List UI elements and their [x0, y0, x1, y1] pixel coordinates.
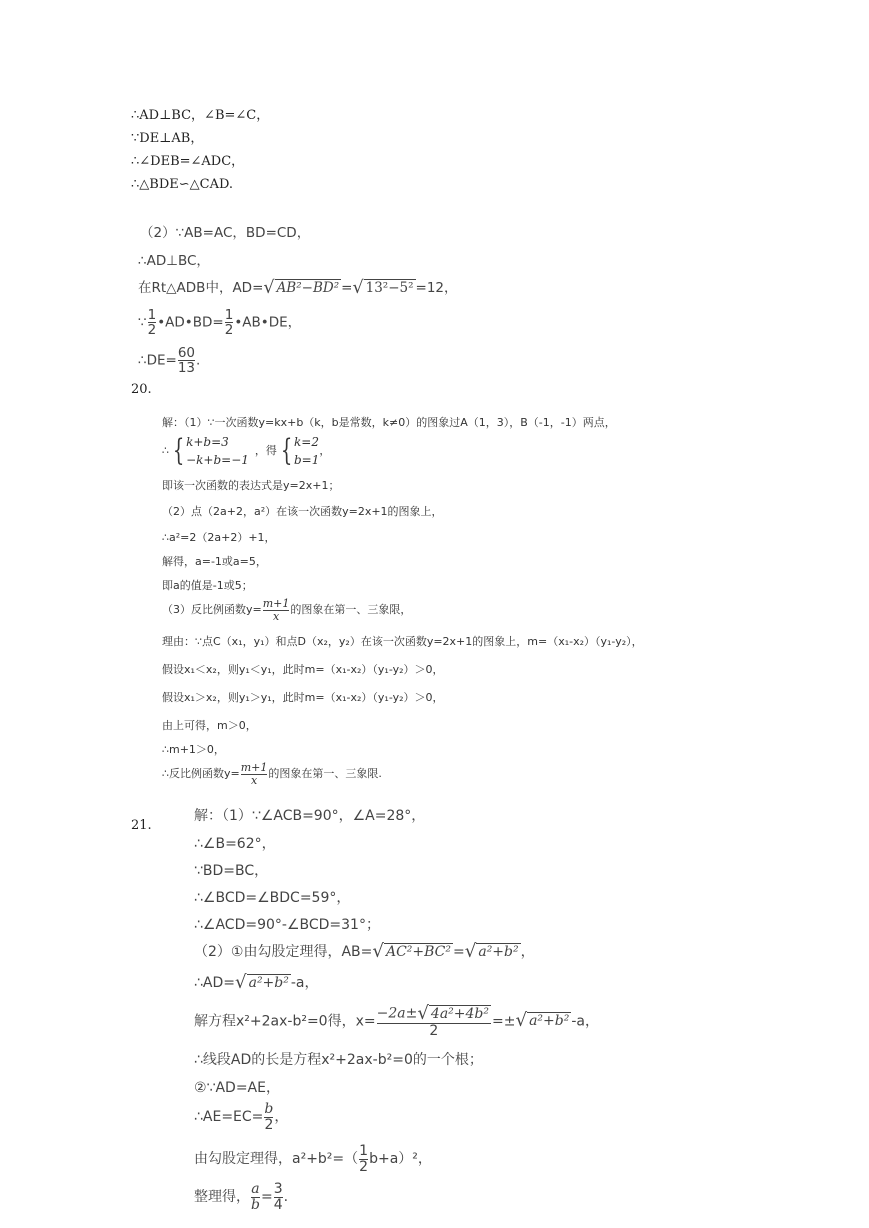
- q20-line-11: 假设x₁＞x₂，则y₁＞y₁，此时m=（x₁-x₂）（y₁-y₂）＞0，: [162, 691, 444, 704]
- denominator: 2: [147, 322, 157, 339]
- numerator: 3: [273, 1181, 283, 1197]
- q19-line-2: ∵DE⊥AB，: [131, 131, 204, 146]
- text-segment: ，: [274, 1109, 289, 1126]
- q19-part2-line-5: [138, 346, 200, 375]
- equation: k=2: [294, 435, 319, 449]
- radicand: a²+b²: [478, 944, 519, 960]
- text-segment: •AB•DE，: [234, 314, 302, 331]
- radicand: 13²−5²: [365, 280, 414, 296]
- radicand: a²+b²: [248, 975, 289, 991]
- q19-part2-line-4: [138, 308, 301, 337]
- q19-line-1: ∴AD⊥BC，∠B=∠C，: [131, 108, 270, 123]
- sqrt-expression: √ AC²+BC²: [372, 941, 452, 962]
- fraction: [264, 1102, 273, 1132]
- text-segment: （2）①由勾股定理得，AB=: [194, 944, 373, 960]
- text-segment: =12，: [415, 280, 458, 296]
- fraction: [225, 308, 234, 337]
- text-segment: ，: [319, 444, 331, 457]
- q20-system-line: [162, 432, 330, 472]
- numerator: m+1: [240, 761, 268, 774]
- fraction: [263, 598, 290, 622]
- denominator: 2: [264, 1116, 274, 1133]
- numerator: 1: [359, 1143, 369, 1159]
- denominator: x: [241, 774, 268, 787]
- text-segment: b+a）²，: [369, 1151, 432, 1168]
- q20-line-5: ∴a²=2（2a+2）+1，: [162, 531, 276, 544]
- equation-system: [294, 433, 319, 469]
- denominator: x: [263, 610, 290, 623]
- q20-line-7: 即a的值是-1或5；: [162, 579, 253, 592]
- text-segment: 解方程x²+2ax-b²=0得，x=: [194, 1013, 376, 1030]
- denominator: 2: [359, 1158, 369, 1175]
- q20-line-13: ∴m+1＞0，: [162, 743, 225, 756]
- fraction: [251, 1182, 260, 1212]
- text-segment: =: [453, 944, 465, 960]
- q19-part2-line-1: （2）∵AB=AC，BD=CD，: [140, 225, 311, 241]
- q21-line-4: ∴∠BCD=∠BDC=59°，: [194, 890, 351, 906]
- q21-line-12: [194, 1144, 432, 1174]
- q19-part2-line-2: ∴AD⊥BC，: [138, 253, 210, 269]
- text-segment: ∵: [138, 314, 147, 331]
- sqrt-expression: √ AB²−BD²: [263, 278, 340, 298]
- text-segment: ∴反比例函数y=: [162, 767, 240, 781]
- text-segment: 由勾股定理得，a²+b²=（: [194, 1151, 359, 1168]
- sqrt-expression: √ 13²−5²: [352, 278, 414, 298]
- question-number-20: 20.: [131, 382, 152, 397]
- fraction: [148, 308, 157, 337]
- text-segment: ∴AE=EC=: [194, 1109, 264, 1126]
- text-segment: 的图象在第一、三象限，: [290, 603, 412, 617]
- q21-line-9: ∴线段AD的长是方程x²+2ax-b²=0的一个根；: [194, 1052, 483, 1068]
- text-segment: 的图象在第一、三象限.: [268, 767, 382, 781]
- text-segment: 在Rt△ADB中，AD=: [138, 280, 264, 296]
- fraction: [241, 762, 268, 786]
- equation: k+b=3: [186, 435, 229, 449]
- q21-line-5: ∴∠ACD=90°-∠BCD=31°；: [194, 917, 380, 933]
- text-segment: ，: [520, 944, 535, 960]
- text-segment: .: [196, 352, 201, 369]
- radicand: AB²−BD²: [276, 280, 340, 296]
- numerator-text: −2a±: [376, 1005, 418, 1022]
- q21-line-11: [194, 1102, 288, 1132]
- q20-line-14: [162, 762, 382, 786]
- q20-line-8: [162, 598, 411, 622]
- q20-line-10: 假设x₁＜x₂，则y₁＜y₁，此时m=（x₁-x₂）（y₁-y₂）＞0，: [162, 663, 444, 676]
- sqrt-expression: √ a²+b²: [235, 972, 289, 993]
- numerator: 1: [147, 307, 157, 323]
- q21-line-2: ∴∠B=62°，: [194, 836, 276, 852]
- text-segment: -a，: [290, 975, 319, 991]
- fraction: [178, 346, 195, 375]
- numerator: a: [251, 1181, 260, 1197]
- numerator: b: [264, 1101, 274, 1117]
- text-segment: -a，: [571, 1013, 599, 1030]
- q19-part2-line-3: [138, 280, 458, 296]
- q21-line-13: [194, 1182, 288, 1212]
- left-brace-icon: {: [280, 433, 293, 468]
- fraction: [274, 1182, 283, 1212]
- q21-line-1: 解：（1）∵∠ACB=90°，∠A=28°，: [194, 808, 426, 824]
- q20-line-3: 即该一次函数的表达式是y=2x+1；: [162, 479, 340, 492]
- denominator: 4: [273, 1196, 283, 1213]
- text-segment: ∴DE=: [138, 352, 177, 369]
- numerator: [377, 1004, 491, 1023]
- text-segment: ∴: [162, 444, 169, 457]
- left-brace-icon: {: [172, 433, 185, 468]
- fraction: [377, 1004, 491, 1039]
- q20-line-12: 由上可得，m＞0，: [162, 719, 257, 732]
- numerator: m+1: [262, 597, 290, 610]
- q20-line-4: （2）点（2a+2，a²）在该一次函数y=2x+1的图象上，: [162, 505, 443, 518]
- equation: b=1: [294, 453, 320, 467]
- equation-system: [186, 433, 249, 469]
- sqrt-expression: √ a²+b²: [515, 1010, 570, 1032]
- text-segment: =: [260, 1189, 273, 1206]
- text-segment: =±: [492, 1013, 516, 1030]
- text-segment: ∴AD=: [194, 975, 235, 991]
- denominator: b: [251, 1196, 260, 1213]
- q20-line-1: 解：（1）∵一次函数y=kx+b（k，b是常数，k≠0）的图象过A（1，3），B（-1，-1）两点，: [162, 416, 616, 429]
- radicand: AC²+BC²: [385, 944, 452, 960]
- text-segment: （3）反比例函数y=: [162, 603, 262, 617]
- sqrt-expression: √ 4a²+4b²: [417, 1003, 489, 1024]
- radicand: a²+b²: [529, 1013, 570, 1030]
- denominator: 2: [224, 322, 234, 339]
- q19-line-4: ∴△BDE∽△CAD.: [131, 177, 234, 192]
- equation: −k+b=−1: [186, 453, 249, 467]
- q19-line-3: ∴∠DEB=∠ADC，: [131, 154, 245, 169]
- q20-line-6: 解得，a=-1或a=5，: [162, 555, 267, 568]
- text-segment: =: [341, 280, 353, 296]
- q21-line-7: [194, 972, 319, 993]
- numerator: 60: [177, 345, 196, 361]
- text-segment: •AD•BD=: [157, 314, 224, 331]
- question-number-21: 21.: [131, 818, 152, 833]
- q21-line-10: ②∵AD=AE，: [194, 1080, 280, 1096]
- q21-line-8: [194, 1004, 599, 1039]
- text-segment: .: [283, 1189, 289, 1206]
- numerator: 1: [224, 307, 234, 323]
- sqrt-expression: √ a²+b²: [464, 941, 519, 962]
- text-segment: ，得: [254, 444, 277, 457]
- q21-line-3: ∵BD=BC，: [194, 863, 269, 879]
- text-segment: 整理得，: [194, 1189, 250, 1206]
- denominator: 2: [377, 1023, 491, 1039]
- q21-line-6: [194, 941, 535, 962]
- radicand: 4a²+4b²: [430, 1005, 489, 1022]
- fraction: [359, 1144, 368, 1174]
- denominator: 13: [177, 360, 196, 377]
- q20-line-9: 理由：∵点C（x₁，y₁）和点D（x₂，y₂）在该一次函数y=2x+1的图象上，m=（x₁-x₂）（y₁-y₂），: [162, 635, 643, 648]
